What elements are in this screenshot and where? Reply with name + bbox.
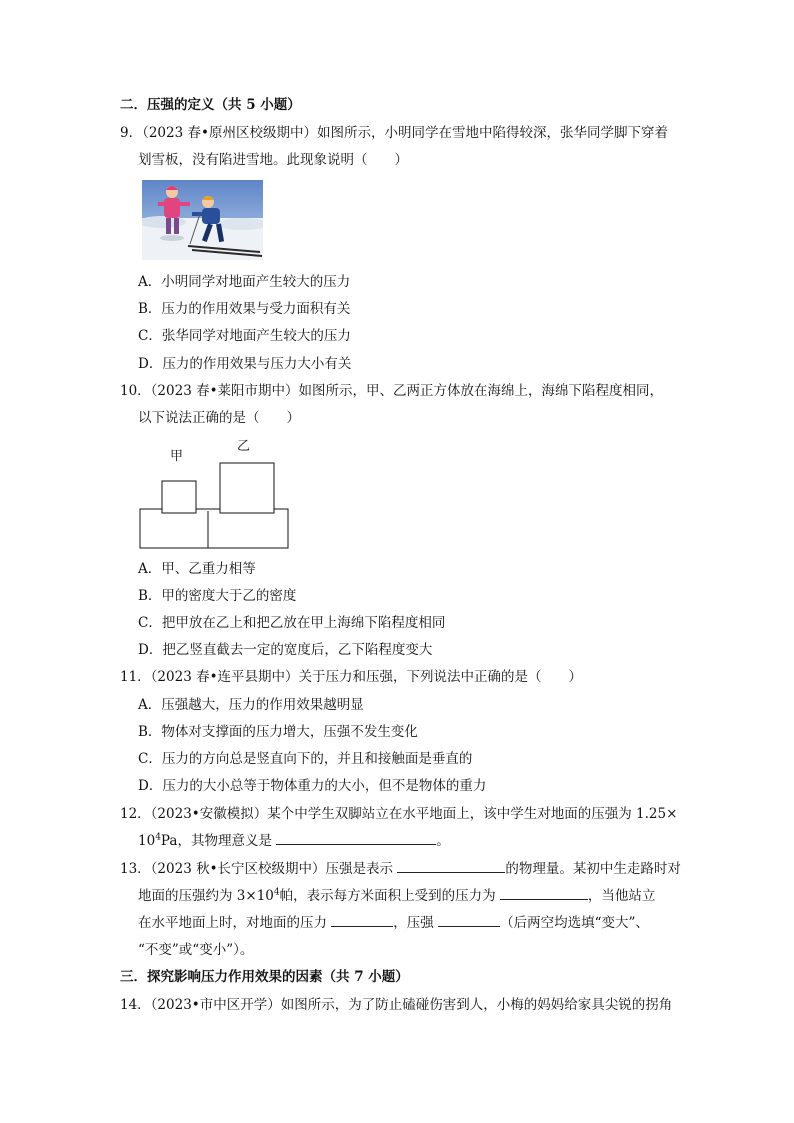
- q9-option-b: B．压力的作用效果与受力面积有关: [138, 301, 351, 317]
- q11-option-b: B．物体对支撑面的压力增大，压强不发生变化: [138, 724, 418, 740]
- q10-option-d: D．把乙竖直截去一定的宽度后，乙下陷程度变大: [138, 642, 433, 658]
- section-title-3: 三．探究影响压力作用效果的因素（共 7 小题）: [120, 969, 409, 985]
- label-jia: 甲: [170, 449, 184, 464]
- q10-option-b: B．甲的密度大于乙的密度: [138, 588, 297, 604]
- q13-blank-2[interactable]: [500, 887, 588, 900]
- q12-answer-blank[interactable]: [276, 832, 436, 845]
- q10-option-a: A．甲、乙重力相等: [138, 561, 256, 577]
- section-title-2: 二．压强的定义（共 5 小题）: [120, 97, 301, 113]
- q9-stem-line1: 9．（2023 春•原州区校级期中）如图所示，小明同学在雪地中陷得较深，张华同学脚下穿着: [120, 125, 668, 141]
- q9-option-c: C．张华同学对地面产生较大的压力: [138, 328, 351, 344]
- q13-line2: 地面的压强约为 $3\times 10^4$帕，表示每方米面积上受到的压力为 ，当他站立: [138, 887, 656, 904]
- q13-line1: 13．（2023 秋•长宁区校级期中）压强是表示 的物理量。某初中生走路时对: [120, 861, 681, 877]
- q10-option-c: C．把甲放在乙上和把乙放在甲上海绵下陷程度相同: [138, 615, 446, 631]
- q13-line3: 在水平地面上时，对地面的压力 ，压强 （后两空均选填“变大”、: [138, 915, 649, 931]
- cube-yi: [220, 463, 274, 513]
- q12-stem-line1: 12．（2023•安徽模拟）某个中学生双脚站立在水平地面上，该中学生对地面的压强为 1.25×: [120, 806, 678, 822]
- q11-stem: 11．（2023 春•连平县期中）关于压力和压强，下列说法中正确的是（ ）: [120, 669, 583, 685]
- q11-option-c: C．压力的方向总是竖直向下的，并且和接触面是垂直的: [138, 751, 473, 767]
- label-yi: 乙: [237, 439, 251, 454]
- q12-stem-line2: $10^4Pa$，其物理意义是 。: [138, 832, 450, 849]
- sponge-base: [140, 509, 288, 548]
- q11-option-a: A．压强越大，压力的作用效果越明显: [138, 697, 364, 713]
- q9-stem-line2: 划雪板，没有陷进雪地。此现象说明（ ）: [138, 152, 408, 168]
- q11-option-d: D．压力的大小总等于物体重力的大小，但不是物体的重力: [138, 778, 487, 794]
- q9-skiing-illustration: [142, 180, 263, 260]
- q13-blank-4[interactable]: [438, 914, 500, 927]
- q10-stem-line2: 以下说法正确的是（ ）: [138, 410, 300, 426]
- q10-stem-line1: 10．（2023 春•莱阳市期中）如图所示，甲、乙两正方体放在海绵上，海绵下陷程度相同，: [120, 383, 664, 399]
- q10-cubes-on-sponge-figure: [136, 432, 296, 552]
- q13-blank-3[interactable]: [331, 914, 393, 927]
- q13-blank-1[interactable]: [397, 860, 505, 873]
- q9-option-a: A．小明同学对地面产生较大的压力: [138, 274, 351, 290]
- q9-option-d: D．压力的作用效果与压力大小有关: [138, 356, 352, 372]
- cube-jia: [162, 481, 196, 513]
- q14-stem-line1: 14．（2023•市中区开学）如图所示，为了防止磕碰伤害到人，小梅的妈妈给家具尖锐的拐角: [120, 997, 673, 1013]
- q13-line4: “不变”或“变小”）。: [138, 942, 254, 958]
